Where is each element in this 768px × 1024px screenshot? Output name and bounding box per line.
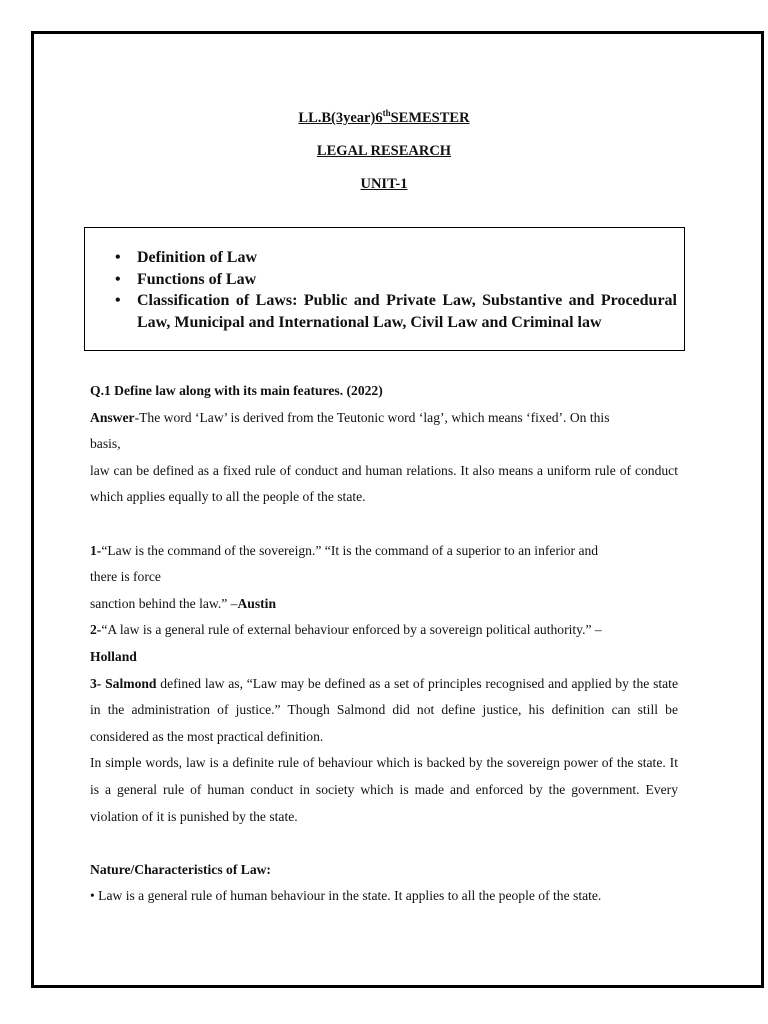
spacer xyxy=(90,511,678,538)
answer-paragraph: law can be defined as a fixed rule of conduct and human relations. It also means a uniform rule of conduct which applies equally to all the people of the state. xyxy=(90,462,678,505)
definition-1-line-3: sanction behind the law.” – xyxy=(90,595,238,611)
topics-box xyxy=(84,227,685,351)
definition-1-number: 1- xyxy=(90,542,102,558)
definition-3-label: 3- Salmond xyxy=(90,675,157,691)
nature-point-1: • Law is a general rule of human behaviour in the state. It applies to all the people of the state. xyxy=(90,888,602,904)
main-text xyxy=(90,378,678,910)
answer-line-2: basis, xyxy=(90,436,121,452)
definition-1-text: “Law is the command of the sovereign.” “It is the command of a superior to an inferior and xyxy=(101,542,599,558)
course-suffix: SEMESTER xyxy=(390,109,470,126)
topic-item: • Classification of Laws: Public and Private Law, Substantive and Procedural Law, Municipal and International Law, Civil Law and Criminal law xyxy=(113,290,677,333)
answer-label: Answer xyxy=(90,409,135,425)
definition-1-author: Austin xyxy=(237,595,277,611)
topic-item: • Functions of Law xyxy=(113,269,677,291)
summary-paragraph: In simple words, law is a definite rule of behaviour which is backed by the sovereign power of the state. It is a general rule of human conduct in society which is made and enforced by the government. Every violation of it is punished by the state. xyxy=(90,755,678,824)
answer-line-1: -The word ‘Law’ is derived from the Teutonic word ‘lag’, which means ‘fixed’. On this xyxy=(134,409,610,425)
unit-heading: UNIT-1 xyxy=(360,176,408,192)
question-heading: Q.1 Define law along with its main features. (2022) xyxy=(90,383,383,398)
topics-list xyxy=(113,247,677,333)
definition-2-text: “A law is a general rule of external behaviour enforced by a sovereign political authority.” – xyxy=(101,622,602,638)
nature-heading: Nature/Characteristics of Law: xyxy=(90,861,271,877)
topic-item: • Definition of Law xyxy=(113,247,677,269)
course-heading xyxy=(0,108,768,127)
definition-3 xyxy=(90,671,678,751)
definition-3-text: defined law as, “Law may be defined as a set of principles recognised and applied by the state in the administration of justice.” Though Salmond did not define justice, his definition can still be considered as the most practical definition. xyxy=(90,675,678,744)
definition-1-line-2: there is force xyxy=(90,569,161,585)
spacer xyxy=(90,830,678,857)
course-superscript: th xyxy=(382,108,391,118)
definition-2-number: 2- xyxy=(90,622,102,638)
subject-heading: LEGAL RESEARCH xyxy=(316,143,452,159)
definition-2-author: Holland xyxy=(90,648,137,664)
course-prefix: LL.B(3year)6 xyxy=(298,109,383,126)
